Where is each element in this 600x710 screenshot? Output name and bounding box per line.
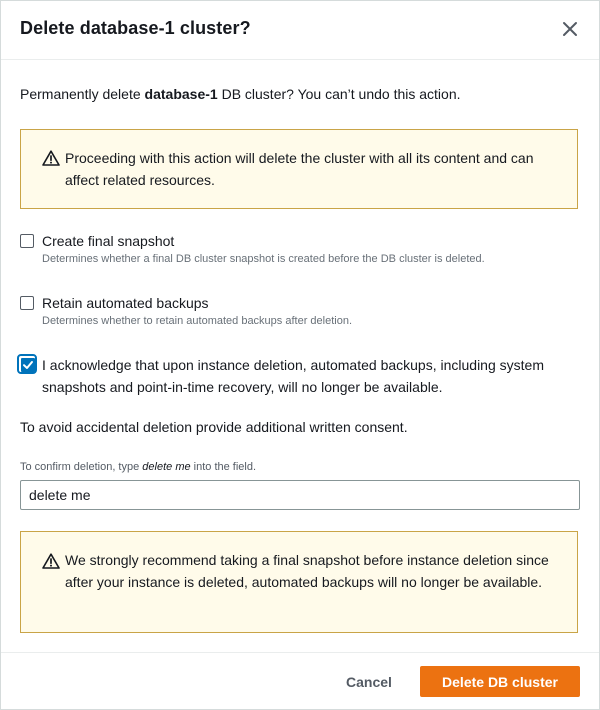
create-final-snapshot-label[interactable]: Create final snapshot — [42, 233, 175, 249]
create-final-snapshot-description: Determines whether a final DB cluster snapshot is created before the DB cluster is deleted. — [42, 253, 485, 265]
warning-icon — [42, 553, 60, 569]
acknowledge-checkbox[interactable] — [20, 357, 36, 373]
retain-automated-backups-checkbox[interactable] — [20, 296, 34, 310]
confirm-label-prefix: To confirm deletion, type — [20, 461, 143, 473]
confirm-field-label — [20, 461, 256, 473]
retain-automated-backups-description: Determines whether to retain automated backups after deletion. — [42, 315, 353, 327]
checkbox-checked-fill — [21, 358, 35, 372]
consent-text: To avoid accidental deletion provide additional written consent. — [20, 419, 408, 435]
close-icon — [559, 18, 581, 40]
delete-intro-text — [20, 86, 461, 102]
intro-cluster-name: database-1 — [144, 86, 218, 102]
warning-alert-bottom — [20, 531, 578, 633]
retain-automated-backups-label[interactable]: Retain automated backups — [42, 295, 209, 311]
warning-icon — [42, 150, 60, 166]
warning-alert-top-text: Proceeding with this action will delete the cluster with all its content and can affect related resources. — [65, 150, 534, 188]
confirm-deletion-input[interactable] — [20, 480, 580, 510]
modal-header — [1, 1, 599, 60]
cancel-button[interactable]: Cancel — [336, 667, 402, 697]
checkmark-icon — [21, 358, 35, 372]
warning-alert-top — [20, 129, 578, 209]
modal-footer — [1, 652, 599, 710]
confirm-label-keyword: delete me — [142, 461, 191, 473]
create-final-snapshot-checkbox[interactable] — [20, 234, 34, 248]
acknowledge-label[interactable]: I acknowledge that upon instance deletion, automated backups, including system snapshots and point-in-time recovery, will no longer be available. — [42, 357, 544, 395]
modal-title: Delete database-1 cluster? — [20, 18, 251, 38]
confirm-label-suffix: into the field. — [190, 461, 257, 473]
intro-prefix: Permanently delete — [20, 86, 145, 102]
intro-suffix: DB cluster? You can’t undo this action. — [217, 86, 461, 102]
delete-db-cluster-button[interactable]: Delete DB cluster — [420, 666, 580, 697]
close-button[interactable] — [559, 18, 581, 40]
warning-alert-bottom-text: We strongly recommend taking a final snapshot before instance deletion since after your instance is deleted, automated backups will no longer be available. — [65, 552, 549, 590]
